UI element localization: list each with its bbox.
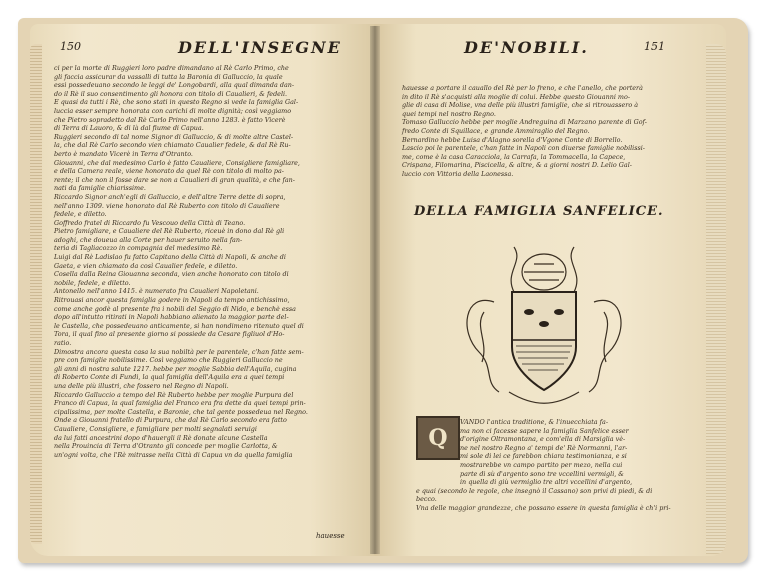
right-page-body-bottom [416, 418, 671, 513]
right-page-edge [706, 44, 726, 554]
text-line: quei tempi nel nostro Regno. [402, 109, 496, 118]
text-line: in quella di giù vermiglio tre altri vccellini d'argento, [460, 478, 633, 487]
text-line: becco. [416, 495, 437, 504]
left-catchword: hauesse [316, 532, 345, 540]
decorated-initial [416, 416, 460, 460]
text-line: luccio con Vittoria della Laonessa. [402, 169, 514, 178]
text-line: ne nel nostro Regno a' tempi de' Rè Normanni, l'ar- [460, 443, 628, 452]
decorated-initial-letter: Q [428, 425, 448, 451]
text-line: Franco di Capua, la qual famiglia del Franco era fra dette da quei tempi prin- [54, 399, 306, 408]
text-line: gli faccia assicurar da vassalli di tutta la Baronia di Galluccio, la quale [54, 72, 283, 81]
right-page-number: 151 [644, 40, 665, 53]
text-line: ci per la morte di Ruggieri loro padre dimandano al Rè Carlo Primo, che [54, 64, 289, 72]
text-line: Bernardino hebbe Luisa d'Alagno sorella d'Vgone Conte di Borrello. [402, 135, 623, 144]
text-line: ma non ci facesse sapere la famiglia Sanfelice esser [460, 426, 629, 435]
section-heading: DELLA FAMIGLIA SANFELICE. [414, 204, 664, 219]
text-line: Cosella dalla Reina Giouanna seconda, vien anche honorato con titolo di [54, 270, 289, 279]
text-line: dopo all'intutto ritirati in Napoli habbiano alienato la maggior parte del- [54, 313, 289, 322]
right-running-head: DE'NOBILI. [464, 38, 589, 57]
left-page-number: 150 [60, 40, 81, 53]
text-line: un'ogni volta, che l'Rè mitrasse nella Città di Capua vn da quella famiglia [54, 450, 293, 459]
text-line: adoghi, che doueua alla Corte per hauer seruito nella fan- [54, 235, 243, 244]
text-line: glie di casa di Molise, vna delle più illustri famiglie, che si ritrouassero à [402, 101, 639, 110]
text-line: ratio. [54, 339, 72, 347]
text-line: nella Prouincia di Terra d'Otranto gli concede per moglie Carlotta, & [54, 442, 278, 451]
text-line: E quasi da tutti i Rè, che sono stati in questo Regno si vede la famiglia Gal- [54, 98, 299, 107]
text-line: Pietro famigliare, e Caualiere del Rè Ruberto, riceuè in dono dal Rè gli [54, 227, 285, 236]
text-line: Caualiere, Consigliere, e famigliare per molti segnalati seruigi [54, 424, 257, 433]
text-line: berto è mandato Vicerè in Terra d'Otranto. [54, 149, 193, 158]
left-running-head: DELL'INSEGNE [178, 38, 342, 57]
text-line: nell'anno 1309. viene honorato dal Rè Ruberto con titolo di Caualiere [54, 201, 280, 210]
text-line: Antonello nell'anno 1415. è numerato fra Caualieri Napoletani. [54, 287, 259, 296]
text-line: Riccardo Signor anch'egli di Galluccio, e dell'altre Terre dette di sopra, [54, 192, 286, 201]
text-line: Riccardo Galluccio a tempo del Rè Ruberto hebbe per moglie Purpura del [54, 390, 294, 399]
text-line: in dito il Rè s'acquisti alla moglie di colui. Hebbe questo Giouanni mo- [402, 92, 630, 101]
right-page-body-top [402, 84, 647, 179]
text-line: come anche godè al presente fra i nobili del Seggio di Nido, e benchè essa [54, 304, 296, 313]
coat-of-arms-engraving [454, 232, 634, 412]
text-line: parte di sù d'argento sono tre vccellini vermigli, & [460, 469, 624, 478]
text-line: da lui fatti ancestrini dopo d'hauergli il Rè donate alcune Castella [54, 433, 268, 442]
text-line: Tomaso Galluccio hebbe per moglie Andreguina di Marzano parente di Gof- [402, 118, 647, 127]
text-line: Lascio poi le parentele, c'han fatte in Napoli con diuerse famiglie nobilissi- [402, 144, 645, 153]
text-line: essi possedeuano secondo le leggi de' Longobardi, alla qual dimanda dan- [54, 81, 295, 90]
text-line: Giouanni, che dal medesimo Carlo è fatto Caualiere, Consigliere famigliare, [54, 158, 300, 167]
text-line: Ritrouasi ancor questa famiglia godere in Napoli da tempo antichissimo, [54, 296, 290, 305]
left-page-edge [30, 44, 42, 544]
text-line: che Pietro sopradetto dal Rè Carlo Primo nell'anno 1283. è fatto Vicerè [54, 115, 286, 124]
text-line: una delle più illustri, che fossero nel Regno di Napoli. [54, 381, 229, 390]
text-line: Dimostra ancora questa casa la sua nobiltà per le parentele, c'han fatte sem- [54, 347, 304, 356]
text-line: d'origine Oltramontana, e com'ella di Marsiglia vè- [460, 435, 626, 444]
text-line: rente; il che non il fosse dare se non a Caualieri di gran qualità, e che fan- [54, 175, 295, 184]
text-line: gli anni di nostra salute 1217. hebbe per moglie Sabbia dell'Aquila, cugina [54, 364, 297, 373]
text-line: Goffredo fratel di Riccardo fu Vescouo della Città di Teano. [54, 218, 246, 227]
right-page [374, 24, 726, 556]
text-line: Gaeta, e vien chiamato da così Caualier fedele, e diletto. [54, 261, 238, 270]
text-line: e della Camera reale, viene honorato da quel Rè con titolo di molto pa- [54, 167, 284, 176]
text-line: fredo Conte di Squillace, e grande Ammiraglio del Regno. [402, 126, 590, 135]
text-line: mi sole di lei ce farebbon chiara testimonianza, e si [460, 452, 627, 461]
text-line: cipalissima, per molte Castella, e Baronie, che tal gente possedeua nel Regno. [54, 407, 308, 416]
text-line: nobile, fedele, e diletto. [54, 278, 131, 287]
text-line: VANDO l'antica traditione, & l'inuecchiata fa- [460, 418, 608, 426]
text-line: Crispana, Filomarina, Piscicella, & altre, & a giorni nostri D. Lelio Gal- [402, 161, 632, 170]
text-line: mostrarebbe vn campo partito per mezo, nella cui [460, 460, 623, 469]
text-line: luccia esser sempre honorata con carichi di molte dignità; così veggiamo [54, 106, 292, 115]
text-line: teria di Tagliacozzo in compagnia del medesimo Rè. [54, 244, 223, 253]
right-page-header [374, 38, 726, 58]
text-line: e quai (secondo le regole, che insegnò il Cassano) son privi di piedi, & di [416, 486, 653, 495]
left-page-header [30, 38, 380, 58]
text-line: Ruggieri secondo di tal nome Signor di Galluccio, & di molte altre Castel- [54, 132, 294, 141]
text-line: Onde a Giouanni fratello di Purpura, che dal Rè Carlo secondo era fatto [54, 416, 287, 425]
text-line: le Castella, che possedeuano anticamente, si han nondimeno ritenuto quel di [54, 321, 304, 330]
left-page [30, 24, 380, 556]
text-line: di Roberto Conte di Fundi, la qual famiglia dell'Aquila era a quei tempi [54, 373, 285, 382]
text-line: do il Rè il suo consentimento gli honora con titolo di Caualieri, & fedeli. [54, 89, 288, 98]
text-line: hauesse a portare il cauallo del Rè per lo freno, e che l'anello, che porterà [402, 84, 643, 92]
book-gutter [370, 26, 380, 554]
text-line: di Terra di Lauoro, & di là dal fiume di Capua. [54, 124, 204, 133]
text-line: Luigi dal Rè Ladislao fu fatto Capitano della Città di Napoli, & anche di [54, 253, 286, 262]
text-line: fedele, e diletto. [54, 210, 107, 219]
text-line: la, che dal Rè Carlo secondo vien chiamato Caualier fedele, & dal Rè Ru- [54, 141, 291, 150]
text-line: pre con famiglie nobilissime. Così veggiamo che Ruggieri Galluccio ne [54, 356, 283, 365]
text-line: nati da famiglie chiarissime. [54, 184, 146, 193]
left-page-body [54, 64, 308, 459]
text-line: me, come è la casa Caracciola, la Carrafa, la Tommacella, la Capece, [402, 152, 626, 161]
open-book [18, 18, 748, 563]
text-line: Tora, il qual fino al presente giorno si possiede da Cesare figliuol d'Ho- [54, 330, 285, 339]
text-line: Vna delle maggior grandezze, che possano essere in questa famiglia è ch'i pri- [416, 503, 671, 512]
